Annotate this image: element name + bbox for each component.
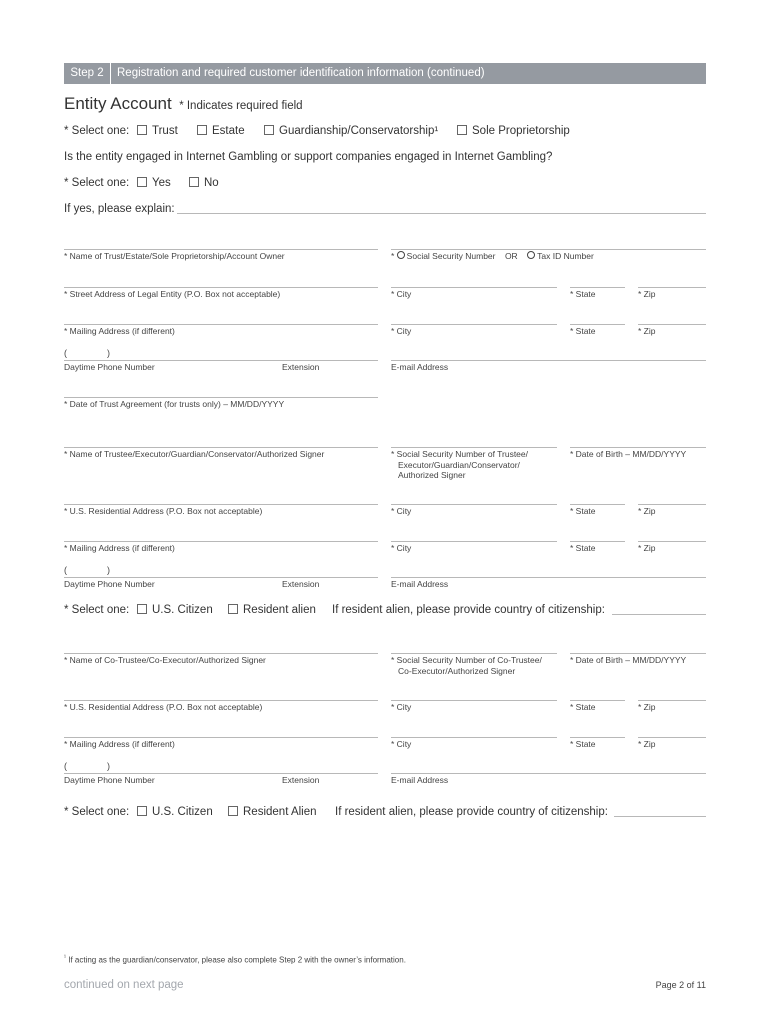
email-field[interactable]	[391, 360, 706, 361]
trustee-state-label: * State	[570, 506, 596, 516]
cotrustee-mailing-zip-field[interactable]	[638, 737, 706, 738]
trustee-mailing-zip-field[interactable]	[638, 541, 706, 542]
trustee-dob-field[interactable]	[570, 447, 706, 448]
trustee-zip-label: * Zip	[638, 506, 656, 516]
cotrustee-mailing-field[interactable]	[64, 737, 378, 738]
cotrustee-mailing-state-field[interactable]	[570, 737, 625, 738]
ssn-radio[interactable]	[397, 251, 405, 259]
cotrustee-mailing-city-label: * City	[391, 739, 412, 749]
trustee-residential-field[interactable]	[64, 504, 378, 505]
trustee-phone-close-paren: )	[107, 565, 110, 575]
cotrustee-mailing-zip-label: * Zip	[638, 739, 656, 749]
cotrustee-mailing-state-label: * State	[570, 739, 596, 749]
cotrustee-zip-field[interactable]	[638, 700, 706, 701]
sole-proprietorship-option[interactable]: Sole Proprietorship	[457, 125, 570, 137]
cotrustee-phone-open-paren: (	[64, 761, 67, 771]
trustee-name-label: * Name of Trustee/Executor/Guardian/Conservator/Authorized Signer	[64, 449, 325, 459]
city-label: * City	[391, 289, 412, 299]
trustee-email-field[interactable]	[391, 577, 706, 578]
trust-checkbox[interactable]	[137, 125, 147, 135]
trust-date-field[interactable]	[64, 397, 378, 398]
mailing-address-field[interactable]	[64, 324, 378, 325]
cotrustee-resident-alien-checkbox[interactable]	[228, 806, 238, 816]
cotrustee-mailing-label: * Mailing Address (if different)	[64, 739, 175, 749]
trustee-country-field[interactable]	[612, 614, 706, 615]
mailing-address-label: * Mailing Address (if different)	[64, 326, 175, 336]
mailing-city-field[interactable]	[391, 324, 557, 325]
trustee-city-field[interactable]	[391, 504, 557, 505]
entity-type-select-label: * Select one:	[64, 125, 130, 137]
page-number: Page 2 of 11	[655, 980, 706, 990]
gambling-no-option[interactable]: No	[189, 177, 219, 189]
sole-proprietorship-checkbox[interactable]	[457, 125, 467, 135]
no-checkbox[interactable]	[189, 177, 199, 187]
owner-name-field[interactable]	[64, 249, 378, 250]
trustee-mailing-state-field[interactable]	[570, 541, 625, 542]
zip-field[interactable]	[638, 287, 706, 288]
entity-account-heading: Entity Account	[64, 94, 172, 113]
trustee-phone-field[interactable]	[64, 577, 378, 578]
daytime-phone-field[interactable]	[64, 360, 378, 361]
yes-checkbox[interactable]	[137, 177, 147, 187]
footnote	[64, 953, 406, 966]
trustee-name-field[interactable]	[64, 447, 378, 448]
cotrustee-zip-label: * Zip	[638, 702, 656, 712]
guardianship-option[interactable]: Guardianship/Conservatorship¹	[264, 125, 438, 137]
street-legal-field[interactable]	[64, 287, 378, 288]
cotrustee-residential-label: * U.S. Residential Address (P.O. Box not acceptable)	[64, 702, 263, 712]
cotrustee-city-label: * City	[391, 702, 412, 712]
trustee-country-label: If resident alien, please provide country of citizenship:	[332, 604, 605, 616]
trustee-mailing-city-label: * City	[391, 543, 412, 553]
estate-option[interactable]: Estate	[197, 125, 245, 137]
cotrustee-name-field[interactable]	[64, 653, 378, 654]
cotrustee-state-label: * State	[570, 702, 596, 712]
state-field[interactable]	[570, 287, 625, 288]
guardianship-checkbox[interactable]	[264, 125, 274, 135]
cotrustee-name-label: * Name of Co-Trustee/Co-Executor/Authorized Signer	[64, 655, 266, 665]
city-field[interactable]	[391, 287, 557, 288]
taxid-radio[interactable]	[527, 251, 535, 259]
trustee-ssn-field[interactable]	[391, 447, 557, 448]
mailing-zip-field[interactable]	[638, 324, 706, 325]
cotrustee-us-citizen-checkbox[interactable]	[137, 806, 147, 816]
trustee-residential-label: * U.S. Residential Address (P.O. Box not acceptable)	[64, 506, 263, 516]
phone-area-close-paren: )	[107, 348, 110, 358]
cotrustee-phone-label: Daytime Phone Number	[64, 775, 155, 785]
trust-date-label: * Date of Trust Agreement (for trusts only) – MM/DD/YYYY	[64, 399, 285, 409]
trustee-extension-label: Extension	[282, 579, 320, 589]
cotrustee-mailing-city-field[interactable]	[391, 737, 557, 738]
cotrustee-phone-close-paren: )	[107, 761, 110, 771]
trustee-mailing-zip-label: * Zip	[638, 543, 656, 553]
us-citizen-checkbox[interactable]	[137, 604, 147, 614]
cotrustee-state-field[interactable]	[570, 700, 625, 701]
owner-ssn-taxid-field[interactable]	[391, 249, 706, 250]
required-field-note: * Indicates required field	[179, 100, 303, 112]
cotrustee-country-field[interactable]	[614, 816, 706, 817]
trustee-email-label: E-mail Address	[391, 579, 449, 589]
trustee-phone-open-paren: (	[64, 565, 67, 575]
footnote-text: If acting as the guardian/conservator, please also complete Step 2 with the owner’s information.	[68, 955, 406, 965]
trustee-citizenship-select-label: * Select one:	[64, 604, 130, 616]
internet-gambling-question: Is the entity engaged in Internet Gambling or support companies engaged in Internet Gambling?	[64, 151, 553, 163]
cotrustee-phone-field[interactable]	[64, 773, 378, 774]
gambling-select-label: * Select one:	[64, 177, 130, 189]
trustee-state-field[interactable]	[570, 504, 625, 505]
explain-label: If yes, please explain:	[64, 203, 175, 215]
cotrustee-us-citizen-option[interactable]: U.S. Citizen	[137, 806, 213, 818]
cotrustee-citizenship-select-label: * Select one:	[64, 806, 130, 818]
trustee-dob-label: * Date of Birth – MM/DD/YYYY	[570, 449, 687, 459]
mailing-city-label: * City	[391, 326, 412, 336]
daytime-phone-label: Daytime Phone Number	[64, 362, 155, 372]
estate-checkbox[interactable]	[197, 125, 207, 135]
step-header-bar	[64, 63, 706, 84]
cotrustee-email-label: E-mail Address	[391, 775, 449, 785]
state-label: * State	[570, 289, 596, 299]
trustee-mailing-city-field[interactable]	[391, 541, 557, 542]
trustee-us-citizen-option[interactable]: U.S. Citizen	[137, 604, 213, 616]
trustee-mailing-field[interactable]	[64, 541, 378, 542]
cotrustee-country-label: If resident alien, please provide country of citizenship:	[335, 806, 608, 818]
step-label: Step 2	[64, 63, 111, 84]
trustee-phone-label: Daytime Phone Number	[64, 579, 155, 589]
cotrustee-extension-label: Extension	[282, 775, 320, 785]
cotrustee-dob-label: * Date of Birth – MM/DD/YYYY	[570, 655, 687, 665]
trustee-mailing-label: * Mailing Address (if different)	[64, 543, 175, 553]
extension-label: Extension	[282, 362, 320, 372]
explain-field[interactable]	[177, 213, 706, 214]
cotrustee-dob-field[interactable]	[570, 653, 706, 654]
email-label: E-mail Address	[391, 362, 449, 372]
mailing-state-label: * State	[570, 326, 596, 336]
footnote-mark: ¹	[64, 955, 66, 961]
continued-on-next-page: continued on next page	[64, 979, 184, 991]
entity-heading-row	[64, 94, 303, 114]
zip-label: * Zip	[638, 289, 656, 299]
phone-area-open-paren: (	[64, 348, 67, 358]
mailing-zip-label: * Zip	[638, 326, 656, 336]
step-title: Registration and required customer identification information (continued)	[117, 67, 485, 79]
cotrustee-city-field[interactable]	[391, 700, 557, 701]
mailing-state-field[interactable]	[570, 324, 625, 325]
trustee-city-label: * City	[391, 506, 412, 516]
cotrustee-resident-alien-option[interactable]: Resident Alien	[228, 806, 317, 818]
trustee-resident-alien-option[interactable]: Resident alien	[228, 604, 316, 616]
ssn-taxid-label-group: * Social Security Number OR Tax ID Number	[391, 251, 594, 261]
cotrustee-ssn-label: * Social Security Number of Co-Trustee/ Co-Executor/Authorized Signer	[391, 655, 542, 676]
cotrustee-residential-field[interactable]	[64, 700, 378, 701]
owner-name-label: * Name of Trust/Estate/Sole Proprietorship/Account Owner	[64, 251, 285, 261]
gambling-yes-option[interactable]: Yes	[137, 177, 171, 189]
cotrustee-ssn-field[interactable]	[391, 653, 557, 654]
resident-alien-checkbox[interactable]	[228, 604, 238, 614]
trustee-zip-field[interactable]	[638, 504, 706, 505]
cotrustee-email-field[interactable]	[391, 773, 706, 774]
trustee-mailing-state-label: * State	[570, 543, 596, 553]
trustee-ssn-label: * Social Security Number of Trustee/ Executor/Guardian/Conservator/ Authorized Signer	[391, 449, 529, 480]
trust-option[interactable]: Trust	[137, 125, 178, 137]
street-legal-label: * Street Address of Legal Entity (P.O. Box not acceptable)	[64, 289, 281, 299]
